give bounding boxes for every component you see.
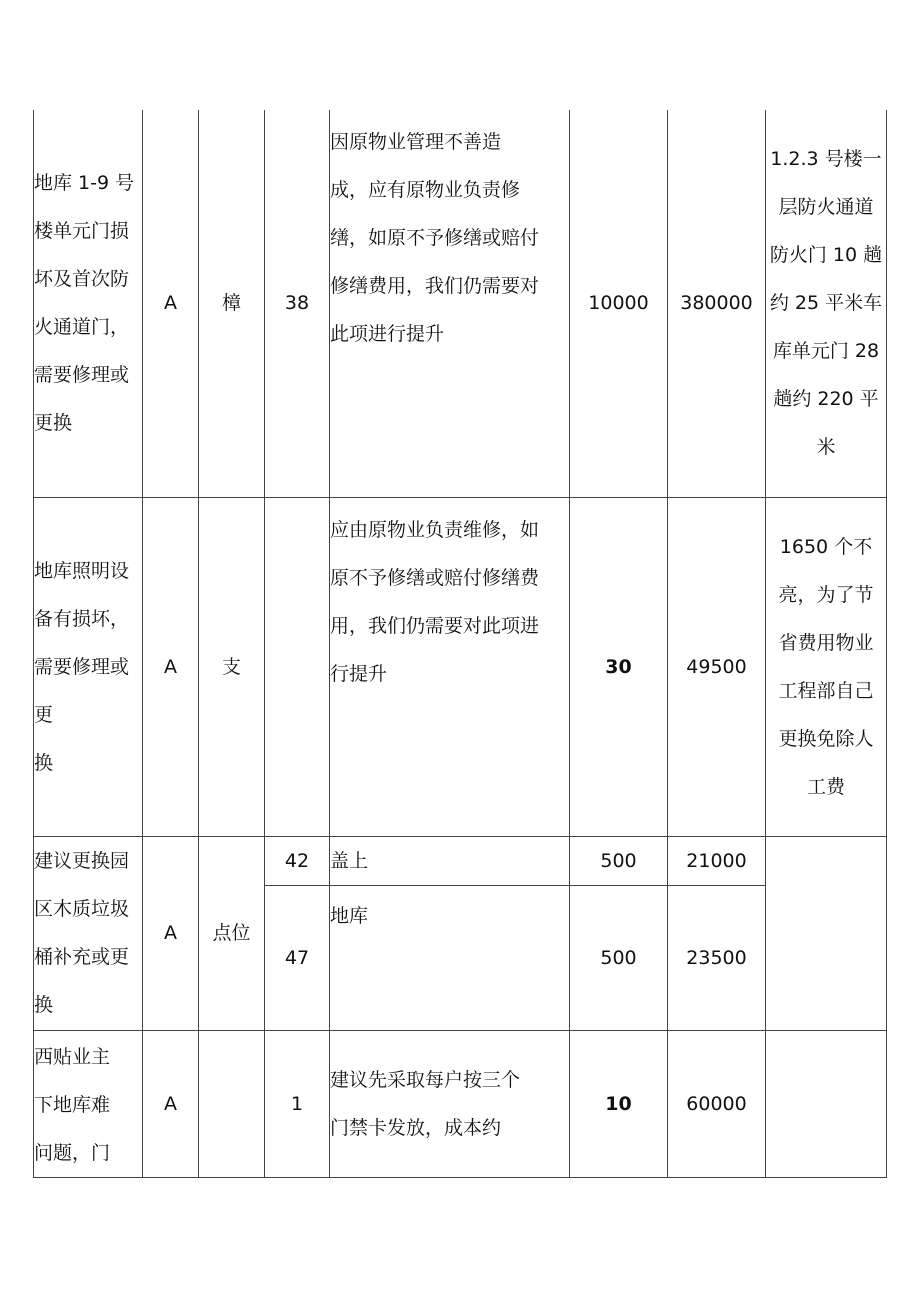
unit-cell: 支 [199,497,265,836]
reason-cell: 应由原物业负责维修，如 原不予修缮或赔付修缮费 用，我们仍需要对此项进 行提升 [330,497,570,836]
grade-cell: A [143,110,199,497]
table-row [34,497,887,836]
total-cell: 23500 [668,885,766,1030]
unit-price-cell: 10 [570,1030,668,1177]
unit-cell [199,1030,265,1177]
unit-price-cell: 30 [570,497,668,836]
total-cell: 49500 [668,497,766,836]
item-cell: 建议更换园 区木质垃圾 桶补充或更 换 [34,836,143,1030]
note-cell [766,836,887,1030]
grade-cell: A [143,1030,199,1177]
item-cell: 地库 1-9 号 楼单元门损 坏及首次防 火通道门， 需要修理或 更换 [34,110,143,497]
reason-cell: 地库 [330,885,570,1030]
table-row [34,1030,887,1177]
quantity-cell: 47 [265,885,330,1030]
reason-cell: 盖上 [330,836,570,885]
quantity-cell: 42 [265,836,330,885]
unit-cell: 樟 [199,110,265,497]
total-cell: 21000 [668,836,766,885]
unit-price-cell: 500 [570,836,668,885]
reason-cell: 因原物业管理不善造 成，应有原物业负责修 缮，如原不予修缮或赔付 修缮费用，我们仍需要对 此项进行提升 [330,110,570,497]
unit-price-cell: 500 [570,885,668,1030]
total-cell: 380000 [668,110,766,497]
item-cell: 地库照明设 备有损坏， 需要修理或 更 换 [34,497,143,836]
note-cell: 1.2.3 号楼一 层防火通道 防火门 10 趟 约 25 平米车 库单元门 28 趟约 220 平 米 [766,110,887,497]
note-cell [766,1030,887,1177]
unit-price-cell: 10000 [570,110,668,497]
unit-cell: 点位 [199,836,265,1030]
total-cell: 60000 [668,1030,766,1177]
note-cell: 1650 个不 亮，为了节 省费用物业 工程部自己 更换免除人 工费 [766,497,887,836]
reason-cell: 建议先采取每户按三个 门禁卡发放，成本约 [330,1030,570,1177]
quantity-cell [265,497,330,836]
grade-cell: A [143,836,199,1030]
budget-table [33,110,887,1178]
table-row [34,836,887,885]
table-row [34,110,887,497]
grade-cell: A [143,497,199,836]
quantity-cell: 38 [265,110,330,497]
quantity-cell: 1 [265,1030,330,1177]
item-cell: 西贴业主 下地库难 问题，门 [34,1030,143,1177]
